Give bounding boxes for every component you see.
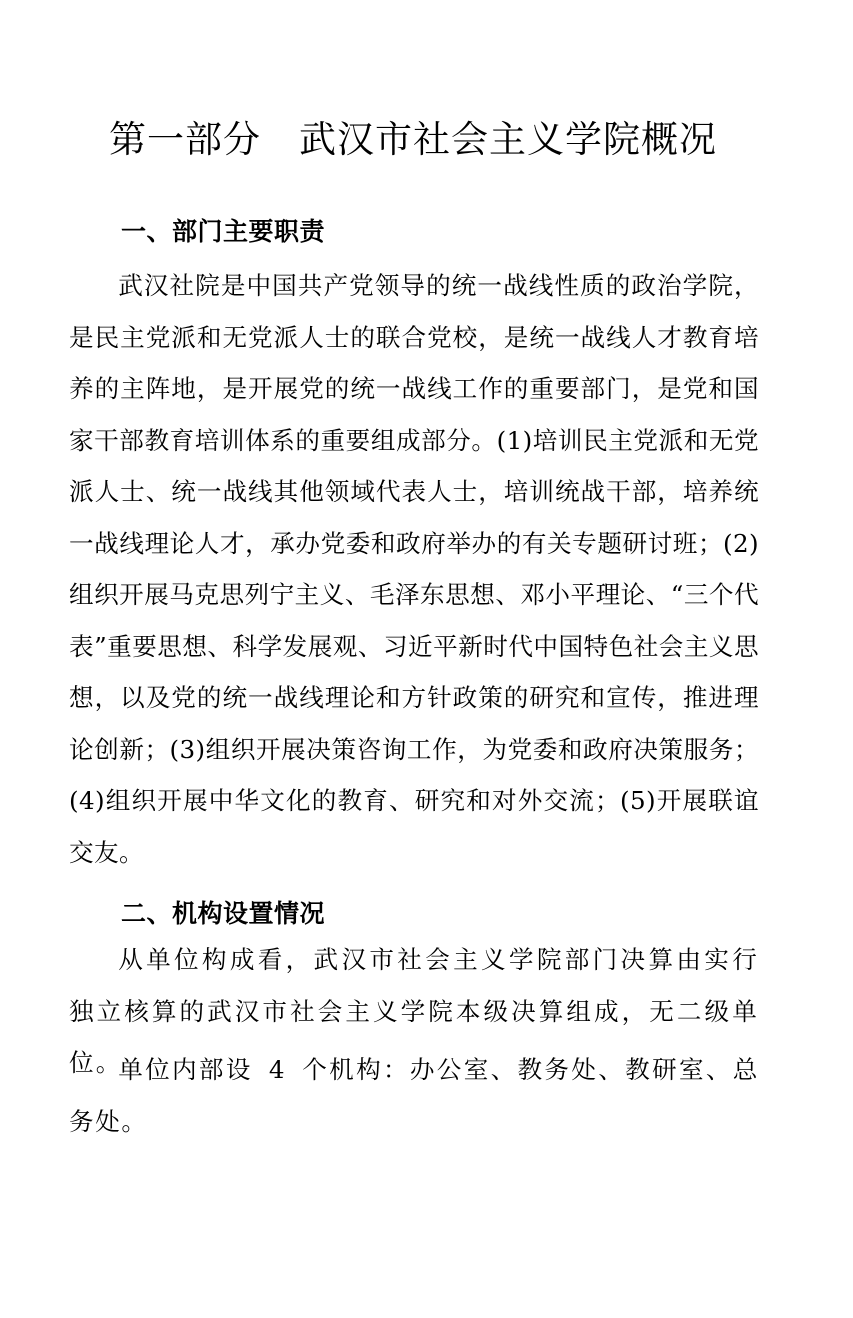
section-heading-organization: 二、机构设置情况 bbox=[121, 899, 326, 928]
paragraph-duties: 武汉社院是中国共产党领导的统一战线性质的政治学院，是民主党派和无党派人士的联合党校，是统一战线人才教育培养的主阵地，是开展党的统一战线工作的重要部门，是党和国家干部教育培训体系的重要组成部分。(1)培训民主党派和无党派人士、统一战线其他领域代表人士，培训统战干部，培养统一战线理论人才，承办党委和政府举办的有关专题研讨班；(2)组织开展马克思列宁主义、毛泽东思想、邓小平理论、“三个代表”重要思想、科学发展观、习近平新时代中国特色社会主义思想，以及党的统一战线理论和方针政策的研究和宣传，推进理论创新；(3)组织开展决策咨询工作，为党委和政府决策服务；(4)组织开展中华文化的教育、研究和对外交流；(5)开展联谊交友。 bbox=[69, 271, 759, 867]
page-title: 第一部分 武汉市社会主义学院概况 bbox=[109, 118, 717, 161]
paragraph-internal-departments: 单位内部设 4 个机构：办公室、教务处、教研室、总务处。 bbox=[69, 1055, 759, 1136]
paragraph-unit-composition: 从单位构成看，武汉市社会主义学院部门决算由实行独立核算的武汉市社会主义学院本级决算组成，无二级单位。 bbox=[69, 945, 759, 1077]
section-heading-duties: 一、部门主要职责 bbox=[121, 217, 326, 246]
